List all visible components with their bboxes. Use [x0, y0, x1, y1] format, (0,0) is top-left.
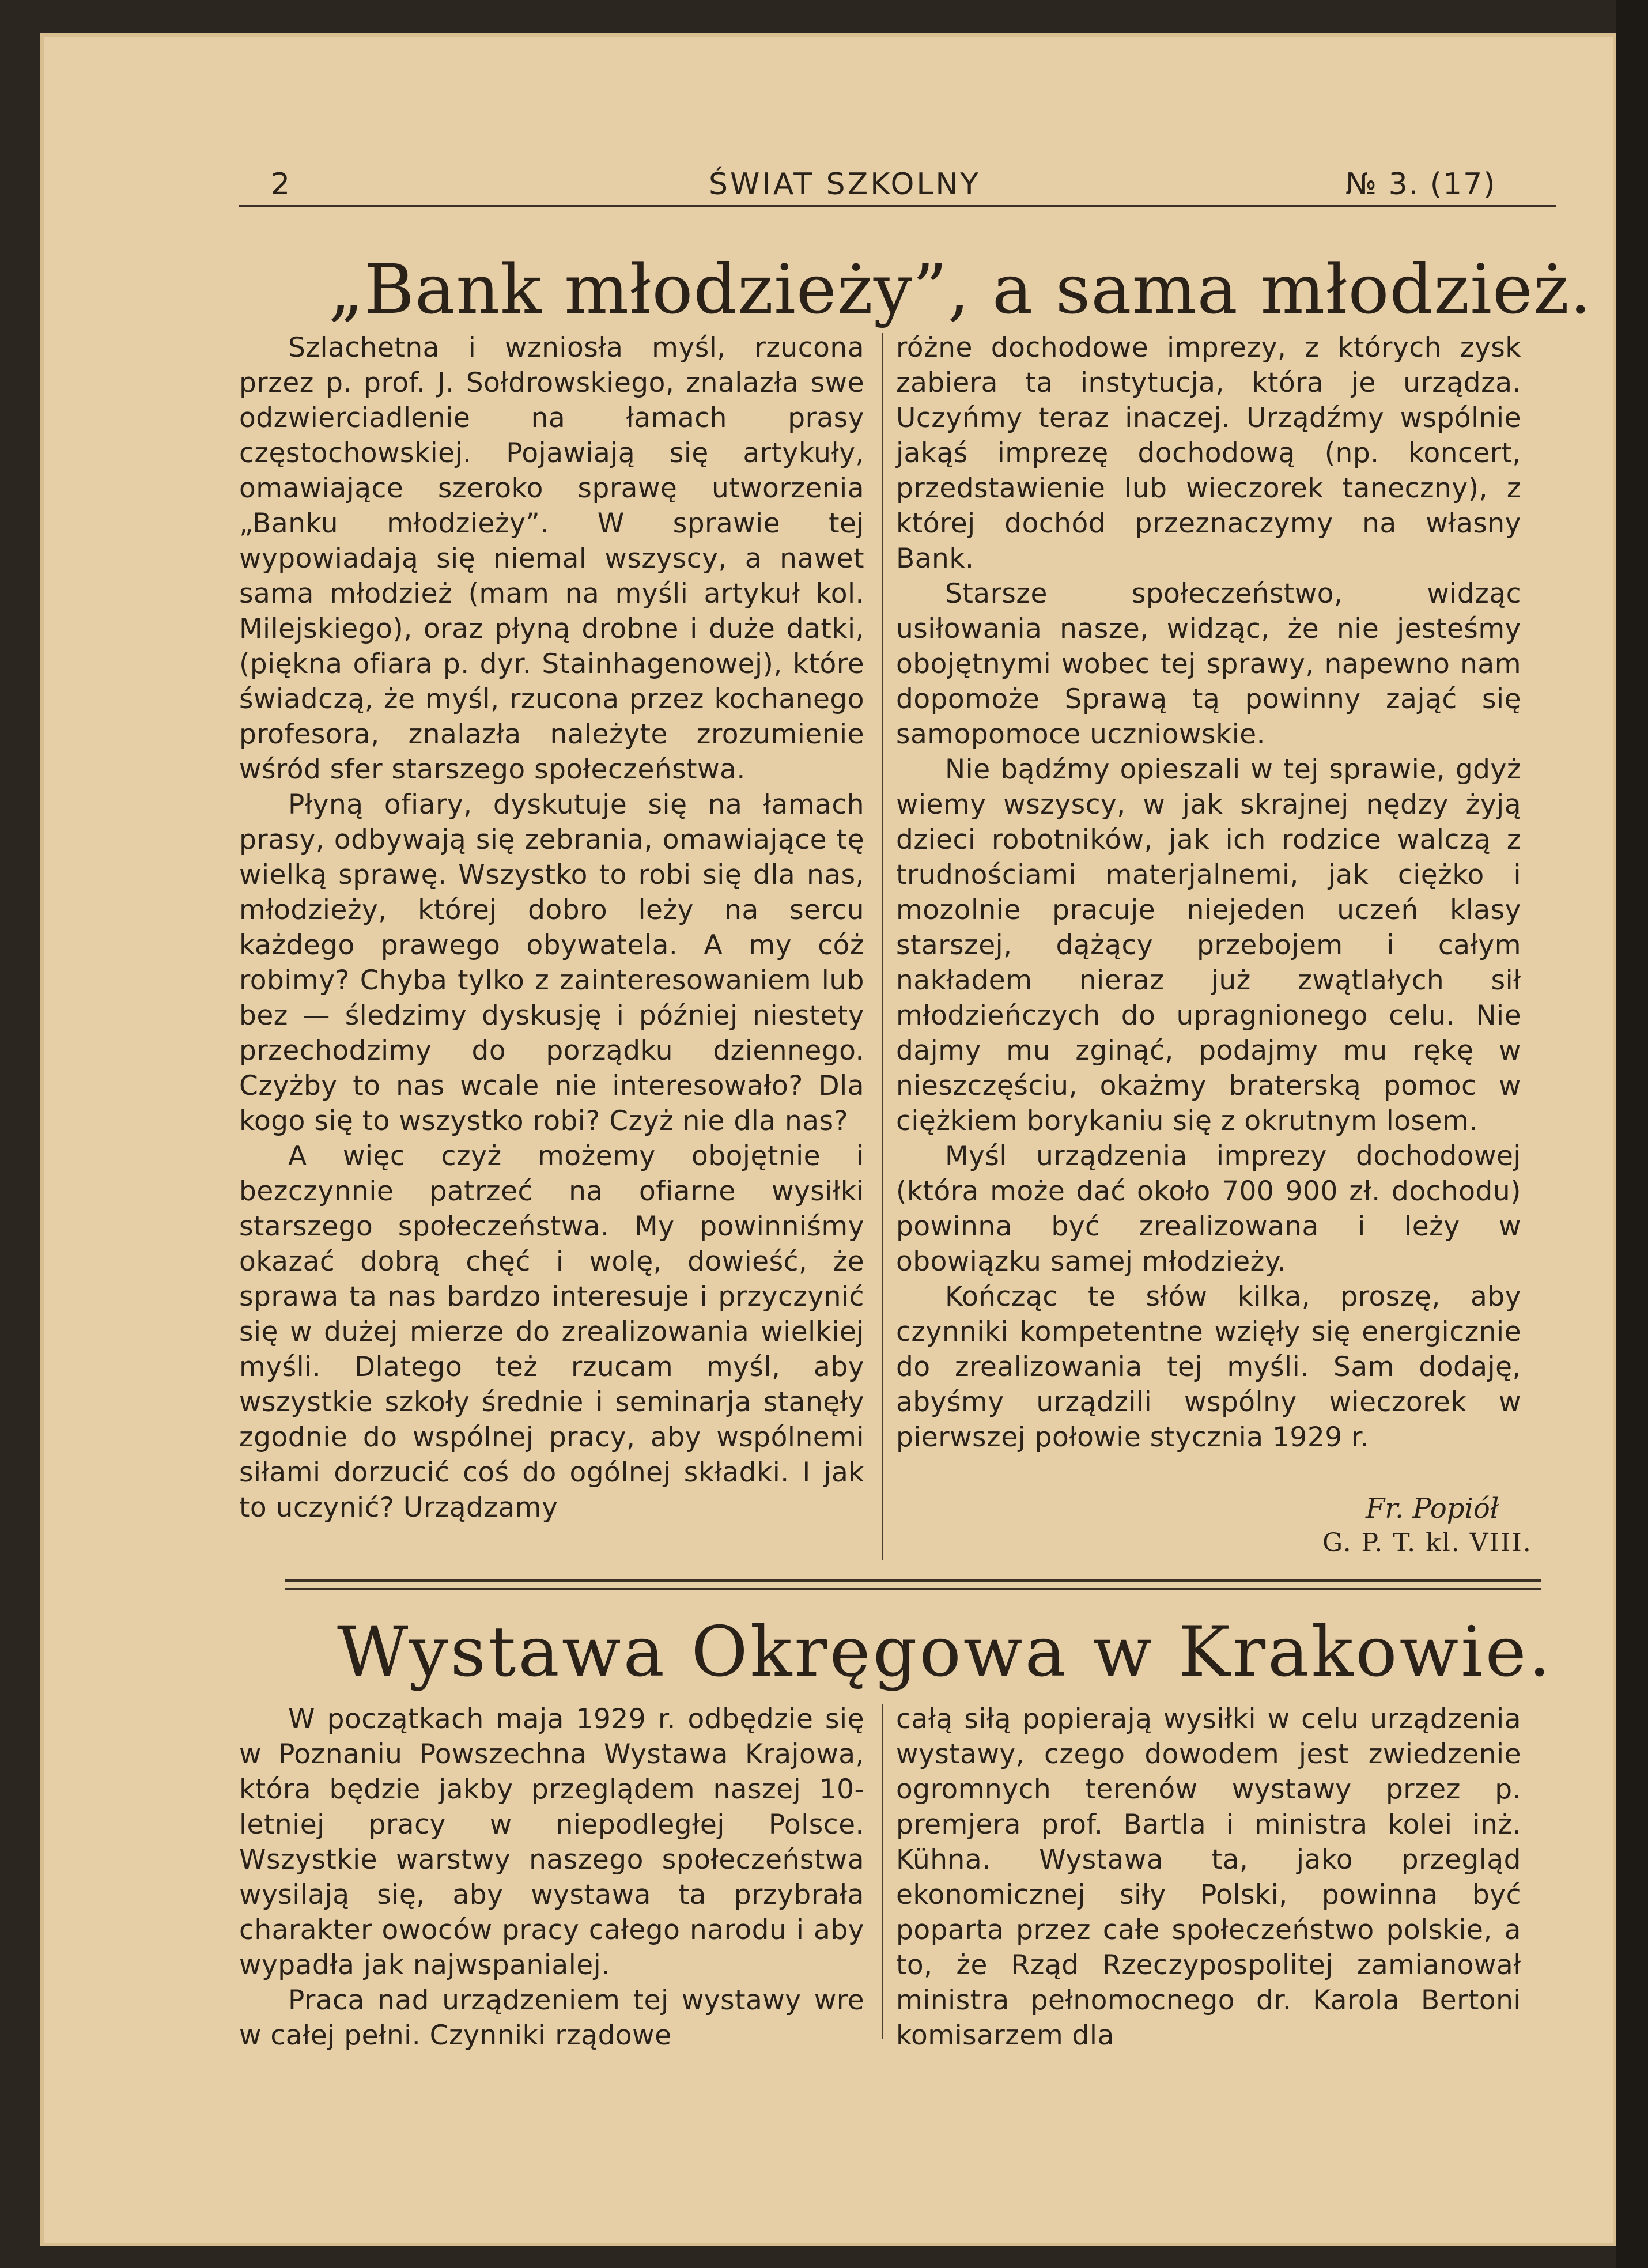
- binding-edge: [1616, 0, 1648, 2268]
- column-divider: [882, 333, 883, 1560]
- article2-left-column: [239, 1702, 864, 2053]
- author-class: G. P. T. kl. VIII.: [1322, 1528, 1532, 1558]
- section-separator: [285, 1579, 1541, 1582]
- paragraph: Praca nad urządzeniem tej wystawy wre w całej pełni. Czynniki rządowe: [239, 1984, 864, 2051]
- header-rule: [239, 205, 1556, 207]
- issue-number: № 3. (17): [1345, 167, 1496, 202]
- section-separator: [285, 1588, 1541, 1590]
- paragraph: Kończąc te słów kilka, proszę, aby czynniki kompetentne wzięły się energicznie do zrealizowania tej myśli. Sam dodaję, abyśmy urządzili wspólny wieczorek w pierwszej połowie stycznia 1929 r.: [896, 1281, 1521, 1453]
- article1-title: „Bank młodzieży”, a sama młodzież.: [328, 250, 1592, 329]
- paragraph: Płyną ofiary, dyskutuje się na łamach prasy, odbywają się zebrania, omawiające tę wielką sprawę. Wszystko to robi się dla nas, młodzieży, której dobro leży na sercu każdego prawego obywatela. A my cóż robimy? Chyba tylko z zainteresowaniem lub bez — śledzimy dyskusję i później niestety przechodzimy do porządku dziennego. Czyżby to nas wcale nie interesowało? Dla kogo się to wszystko robi? Czyż nie dla nas?: [239, 789, 864, 1137]
- paragraph: W początkach maja 1929 r. odbędzie się w Poznaniu Powszechna Wystawa Krajowa, która będzie jakby przeglądem naszej 10-letniej pracy w niepodległej Polsce. Wszystkie warstwy naszego społeczeństwa wysilają się, aby wystawa ta przybrała charakter owoców pracy całego narodu i aby wypadła jak najwspanialej.: [239, 1703, 864, 1981]
- page-number: 2: [271, 167, 292, 202]
- paragraph: całą siłą popierają wysiłki w celu urządzenia wystawy, czego dowodem jest zwiedzenie ogromnych terenów wystawy przez p. premjera prof. Bartla i ministra kolei inż. Kühna. Wystawa ta, jako przegląd ekonomicznej siły Polski, powinna być poparta przez całe społeczeństwo polskie, a to, że Rząd Rzeczypospolitej zamianował ministra pełnomocnego dr. Karola Bertoni komisarzem dla: [896, 1703, 1521, 2051]
- paragraph: Szlachetna i wzniosła myśl, rzucona przez p. prof. J. Sołdrowskiego, znalazła swe odzwierciadlenie na łamach prasy częstochowskiej. Pojawiają się artykuły, omawiające szeroko sprawę utworzenia „Banku młodzieży”. W sprawie tej wypowiadają się niemal wszyscy, a nawet sama młodzież (mam na myśli artykuł kol. Milejskiego), oraz płyną drobne i duże datki, (piękna ofiara p. dyr. Stainhagenowej), które świadczą, że myśl, rzucona przez kochanego profesora, znalazła należyte zrozumienie wśród sfer starszego społeczeństwa.: [239, 332, 864, 785]
- article1-right-column: [896, 330, 1521, 1455]
- paragraph: A więc czyż możemy obojętnie i bezczynnie patrzeć na ofiarne wysiłki starszego społeczeństwa. My powinniśmy okazać dobrą chęć i wolę, dowieść, że sprawa ta nas bardzo interesuje i przyczynić się w dużej mierze do zrealizowania wielkiej myśli. Dlatego też rzucam myśl, aby wszystkie szkoły średnie i seminarja stanęły zgodnie do wspólnej pracy, aby wspólnemi siłami dorzucić coś do ogólnej składki. I jak to uczynić? Urządzamy: [239, 1140, 864, 1524]
- article2-title: Wystawa Okręgowa w Krakowie.: [337, 1612, 1553, 1692]
- author-signature: Fr. Popiół: [1366, 1492, 1499, 1525]
- column-divider: [882, 1704, 883, 2039]
- paragraph: Starsze społeczeństwo, widząc usiłowania nasze, widząc, że nie jesteśmy obojętnymi wobec tej sprawy, napewno nam dopomoże Sprawą tą powinny zająć się samopomoce uczniowskie.: [896, 578, 1521, 750]
- paragraph: różne dochodowe imprezy, z których zysk zabiera ta instytucja, która je urządza. Uczyńmy teraz inaczej. Urządźmy wspólnie jakąś imprezę dochodową (np. koncert, przedstawienie lub wieczorek taneczny), z której dochód przeznaczymy na własny Bank.: [896, 332, 1521, 574]
- journal-name: ŚWIAT SZKOLNY: [709, 167, 981, 202]
- paragraph: Nie bądźmy opieszali w tej sprawie, gdyż wiemy wszyscy, w jak skrajnej nędzy żyją dzieci robotników, jak ich rodzice walczą z trudnościami materjalnemi, jak ciężko i mozolnie pracuje niejeden uczeń klasy starszej, dążący przebojem i całym nakładem nieraz już zwątlałych sił młodzieńczych do upragnionego celu. Nie dajmy mu zginąć, podajmy mu rękę w nieszczęściu, okażmy braterską pomoc w ciężkiem borykaniu się z okrutnym losem.: [896, 754, 1521, 1137]
- paragraph: Myśl urządzenia imprezy dochodowej (która może dać około 700 900 zł. dochodu) powinna być zrealizowana i leży w obowiązku samej młodzieży.: [896, 1140, 1521, 1277]
- article2-right-column: [896, 1702, 1521, 2053]
- article1-left-column: [239, 330, 864, 1525]
- newspaper-page: [40, 33, 1616, 2246]
